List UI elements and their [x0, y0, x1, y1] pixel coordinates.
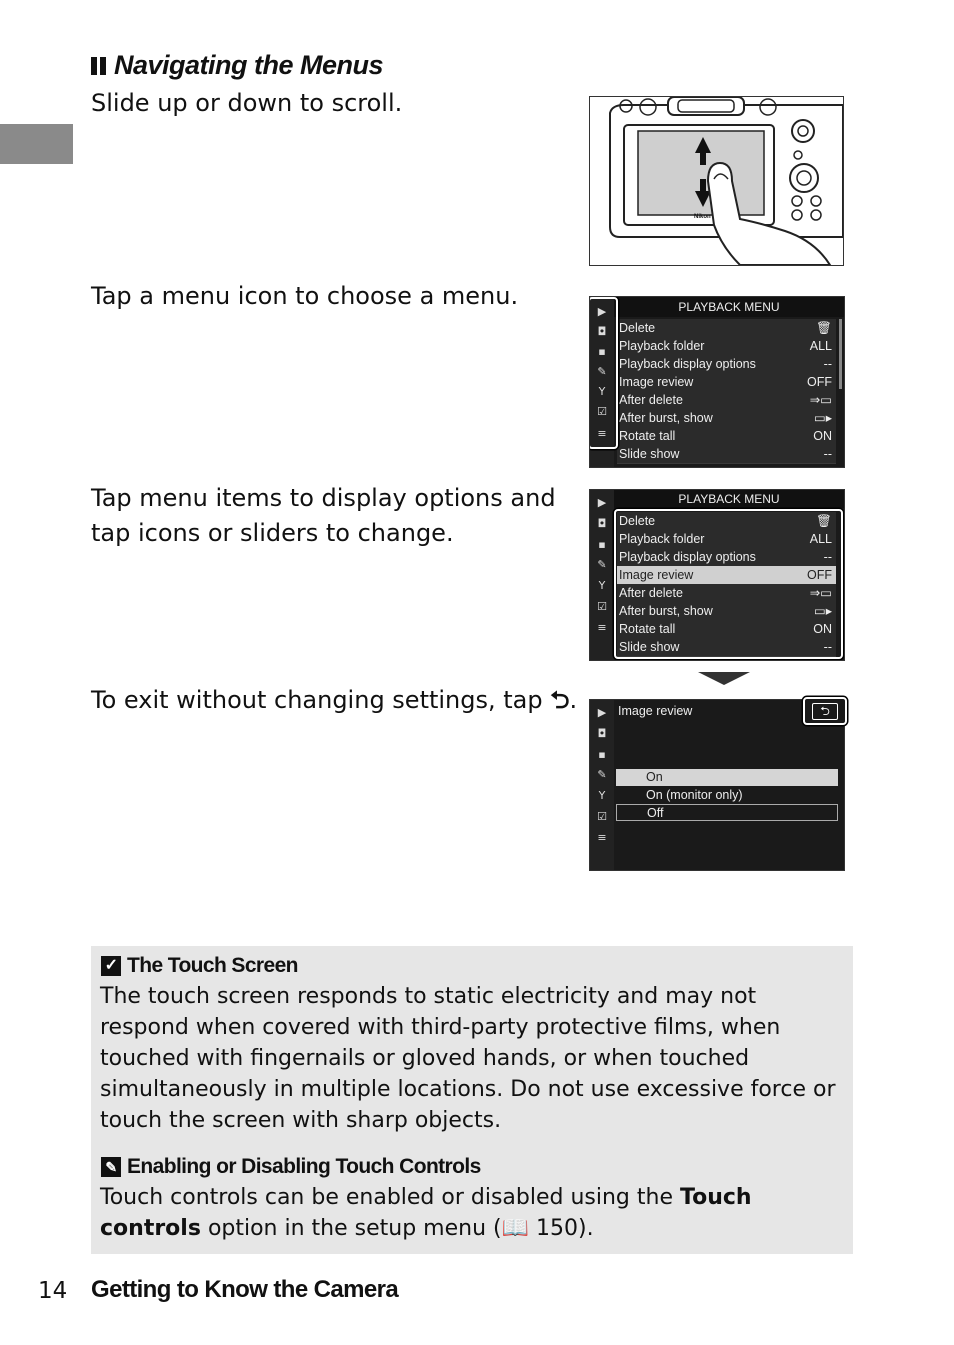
icon-column-highlight: [589, 297, 618, 449]
menu-item-playback-folder[interactable]: Playback folder ALL: [617, 530, 836, 549]
step-menu-icon-text: Tap a menu icon to choose a menu.: [91, 282, 519, 310]
step-scroll-text: Slide up or down to scroll.: [91, 89, 403, 117]
menu-item-delete[interactable]: Delete 🗑: [617, 512, 836, 531]
touch-controls-option-name: Touch controls: [100, 1185, 752, 1241]
menu-title: PLAYBACK MENU: [614, 297, 844, 317]
option-on-monitor-only[interactable]: On (monitor only): [646, 788, 743, 802]
menu-icon-column: [590, 700, 614, 870]
my-menu-icon[interactable]: ≡: [597, 831, 607, 844]
page-ref-link[interactable]: 150: [536, 1216, 579, 1241]
return-button[interactable]: [803, 697, 847, 725]
checkmark-icon: ✓: [101, 956, 121, 976]
menu-item-playback-display-options[interactable]: Playback display options --: [617, 548, 836, 567]
photo-shooting-menu-icon[interactable]: ◘: [597, 517, 607, 530]
setup-menu-icon[interactable]: Y: [598, 789, 606, 802]
option-off[interactable]: Off: [616, 804, 838, 821]
menu-item-delete[interactable]: Delete 🗑: [617, 319, 836, 338]
touch-screen-note-heading: [101, 954, 298, 978]
menu-item-playback-display-options[interactable]: Playback display options --: [617, 355, 836, 374]
return-icon: ⮌: [812, 703, 838, 720]
option-on[interactable]: On: [616, 769, 838, 786]
movie-shooting-menu-icon[interactable]: ▪: [598, 748, 606, 761]
playback-menu-icon[interactable]: ▶: [597, 706, 607, 719]
movie-shooting-menu-icon[interactable]: ▪: [598, 538, 606, 551]
movie-shooting-menu-icon[interactable]: ▪: [598, 345, 606, 358]
page-number: 14: [38, 1278, 68, 1304]
setup-menu-icon[interactable]: Y: [598, 579, 606, 592]
menu-item-slide-show[interactable]: Slide show --: [617, 445, 836, 464]
touch-screen-note-text: The touch screen responds to static electricity and may not respond when covered with third-party protective films, when touched with fingernails or gloved hands, or when touched simultaneously in multiple locations. Do not use excessive force or touch the screen with sharp objects.: [100, 984, 836, 1133]
menu-scrollbar[interactable]: [839, 319, 842, 389]
custom-settings-menu-icon[interactable]: ✎: [597, 365, 607, 378]
retouch-menu-icon[interactable]: ☑: [597, 405, 607, 418]
my-menu-icon[interactable]: ≡: [597, 621, 607, 634]
section-heading: [91, 50, 383, 81]
menu-item-playback-folder[interactable]: Playback folder ALL: [617, 337, 836, 356]
menu-item-after-burst-show[interactable]: After burst, show ▭▸: [617, 409, 836, 428]
custom-settings-menu-icon[interactable]: ✎: [597, 768, 607, 781]
touch-controls-note-heading: [101, 1155, 481, 1179]
setup-menu-icon[interactable]: Y: [598, 385, 606, 398]
menu-items-highlight: [614, 509, 843, 659]
my-menu-icon[interactable]: ≡: [597, 427, 607, 440]
menu-item-rotate-tall[interactable]: Rotate tall ON: [617, 427, 836, 446]
playback-menu-screen-a: [589, 296, 845, 468]
touch-controls-note-text: Touch controls can be enabled or disabled using the Touch controls option in the setup menu (📖 150).: [100, 1185, 752, 1241]
retouch-menu-icon[interactable]: ☑: [597, 600, 607, 613]
nikon-logo: Nikon: [694, 214, 711, 220]
menu-item-after-delete[interactable]: After delete ⇒▭: [617, 391, 836, 410]
notes-panel: [91, 946, 853, 1254]
playback-menu-icon[interactable]: ▶: [597, 305, 607, 318]
camera-back-drawing: [590, 97, 843, 265]
menu-item-slide-show[interactable]: Slide show --: [617, 638, 836, 657]
touch-controls-note-title: Enabling or Disabling Touch Controls: [127, 1155, 481, 1178]
menu-icon-column: [590, 490, 614, 660]
playback-menu-screen-b: [589, 489, 845, 661]
return-icon: ⮌: [550, 686, 570, 714]
step-menu-items-text: Tap menu items to display options and tap icons or sliders to change.: [91, 484, 556, 547]
chapter-tab: [0, 124, 73, 164]
menu-item-after-burst-show[interactable]: After burst, show ▭▸: [617, 602, 836, 621]
custom-settings-menu-icon[interactable]: ✎: [597, 558, 607, 571]
photo-shooting-menu-icon[interactable]: ◘: [597, 325, 607, 338]
section-marker-icon: [91, 57, 106, 75]
touch-screen-note-title: The Touch Screen: [127, 954, 298, 977]
menu-item-image-review[interactable]: Image review OFF: [617, 566, 836, 585]
chapter-title: Getting to Know the Camera: [91, 1276, 399, 1303]
menu-item-after-delete[interactable]: After delete ⇒▭: [617, 584, 836, 603]
retouch-menu-icon[interactable]: ☑: [597, 810, 607, 823]
down-arrow-icon: [698, 672, 750, 685]
section-title: Navigating the Menus: [114, 50, 384, 80]
playback-menu-icon[interactable]: ▶: [597, 496, 607, 509]
page-ref-icon: 📖: [501, 1216, 530, 1241]
pencil-icon: ✎: [101, 1157, 121, 1177]
step-exit-text: To exit without changing settings, tap ⮌.: [91, 686, 578, 714]
menu-title: PLAYBACK MENU: [614, 490, 844, 508]
photo-shooting-menu-icon[interactable]: ◘: [597, 727, 607, 740]
menu-item-image-review[interactable]: Image review OFF: [617, 373, 836, 392]
menu-item-rotate-tall[interactable]: Rotate tall ON: [617, 620, 836, 639]
screen-title: Image review: [618, 704, 693, 718]
camera-touch-illustration: [589, 96, 844, 266]
